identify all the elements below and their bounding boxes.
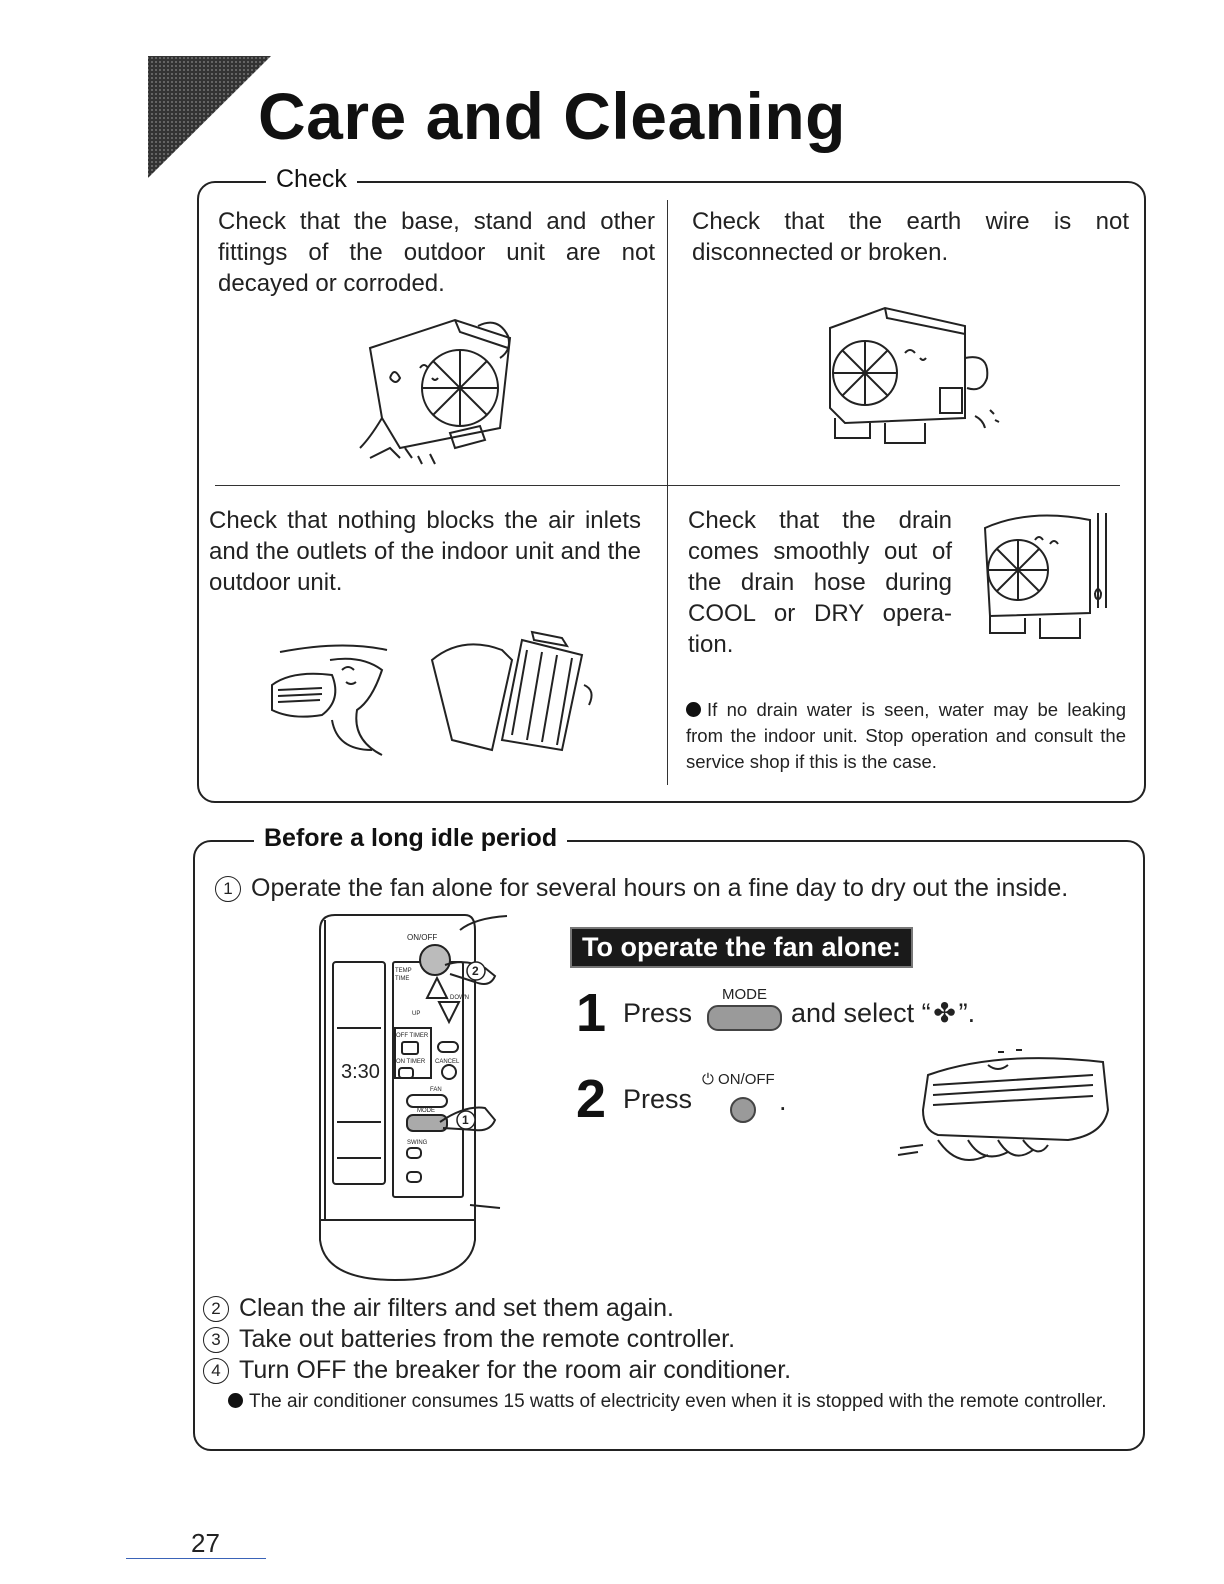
step-number: 2 [203, 1296, 229, 1322]
remote-callout-1: 1 [462, 1113, 469, 1127]
page-number: 27 [191, 1528, 220, 1558]
step-number: 4 [203, 1358, 229, 1384]
remote-on-timer-label: ON TIMER [396, 1059, 426, 1065]
check-vertical-divider [667, 200, 668, 785]
fan-step-1-number: 1 [576, 983, 607, 1043]
indoor-unit-fan-illustration [898, 1040, 1113, 1160]
remote-display-time: 3:30 [341, 1061, 380, 1083]
idle-step-2 [203, 1294, 674, 1323]
remote-down-label: DOWN [450, 995, 469, 1001]
check-item-drain: Check that the drain comes smoothly out of the drain hose during COOL or DRY opera-tion. [688, 507, 952, 658]
step-text: Operate the fan alone for several hours on a fine day to dry out the inside. [251, 874, 1069, 902]
idle-step-1 [215, 874, 1068, 903]
remote-cancel-label: CANCEL [435, 1059, 460, 1065]
remote-controller-illustration [315, 910, 515, 1285]
remote-temp-label: TEMP [395, 968, 412, 974]
fan-step-1-select-text [791, 998, 975, 1029]
remote-swing-label: SWING [407, 1140, 428, 1146]
remote-fan-label: FAN [430, 1087, 442, 1093]
drain-hose-illustration [980, 508, 1115, 648]
check-section-label: Check [266, 165, 357, 194]
check-item-base: Check that the base, stand and other fittings of the outdoor unit are not decayed or corroded. [218, 208, 655, 297]
check-horizontal-divider [215, 485, 1120, 486]
power-icon: ⏻ [702, 1071, 719, 1088]
title-triangle-graphic [146, 56, 276, 181]
bullet-icon [228, 1393, 243, 1408]
check-item-air-inlets: Check that nothing blocks the air inlets and the outlets of the indoor unit and the outdoor unit. [209, 507, 641, 596]
remote-mode-label: MODE [417, 1108, 435, 1114]
remote-callout-2: 2 [472, 964, 479, 978]
drain-note [686, 697, 1126, 775]
fan-step-2-press: Press [623, 1084, 693, 1114]
fan-step-1-end: ”. [958, 998, 976, 1028]
idle-step-4 [203, 1356, 791, 1385]
step-text: Turn OFF the breaker for the room air conditioner. [239, 1356, 792, 1384]
bullet-icon [686, 702, 701, 717]
mode-button-icon [707, 1005, 782, 1031]
fan-step-1-press: Press [623, 998, 693, 1028]
onoff-button-icon [730, 1097, 756, 1123]
fan-step-1-select: and select “ [791, 998, 931, 1028]
idle-note [228, 1389, 1123, 1415]
fan-step-2-end: . [779, 1086, 787, 1116]
idle-step-3 [203, 1325, 735, 1354]
page-number-underline [126, 1558, 266, 1559]
remote-onoff-label: ON/OFF [407, 933, 438, 942]
step-number: 3 [203, 1327, 229, 1353]
drain-note-text: If no drain water is seen, water may be leaking from the indoor unit. Stop operation and consult the service shop if this is the case. [686, 699, 1126, 772]
remote-time-label: TIME [395, 976, 410, 982]
outdoor-unit-earth-wire-illustration [825, 298, 1005, 463]
step-number: 1 [215, 876, 241, 902]
mode-button-label: MODE [722, 986, 767, 1003]
step-text: Clean the air filters and set them again. [239, 1294, 674, 1322]
page-title: Care and Cleaning [258, 79, 846, 153]
outdoor-unit-corroded-illustration [360, 308, 520, 468]
onoff-button-label [702, 1071, 775, 1088]
idle-note-text: The air conditioner consumes 15 watts of electricity even when it is stopped with the remote controller. [249, 1391, 1107, 1412]
fan-mode-icon: ✤ [933, 998, 956, 1028]
idle-section-label: Before a long idle period [254, 824, 567, 853]
step-text: Take out batteries from the remote controller. [239, 1325, 736, 1353]
remote-up-label: UP [412, 1011, 421, 1017]
onoff-button-text: ON/OFF [718, 1071, 775, 1088]
fan-step-2-number: 2 [576, 1069, 607, 1129]
fan-alone-banner: To operate the fan alone: [570, 927, 913, 968]
check-item-earth-wire: Check that the earth wire is not disconnected or broken. [692, 208, 1129, 266]
blocked-inlets-illustration [262, 630, 602, 760]
remote-off-timer-label: OFF TIMER [396, 1033, 429, 1039]
